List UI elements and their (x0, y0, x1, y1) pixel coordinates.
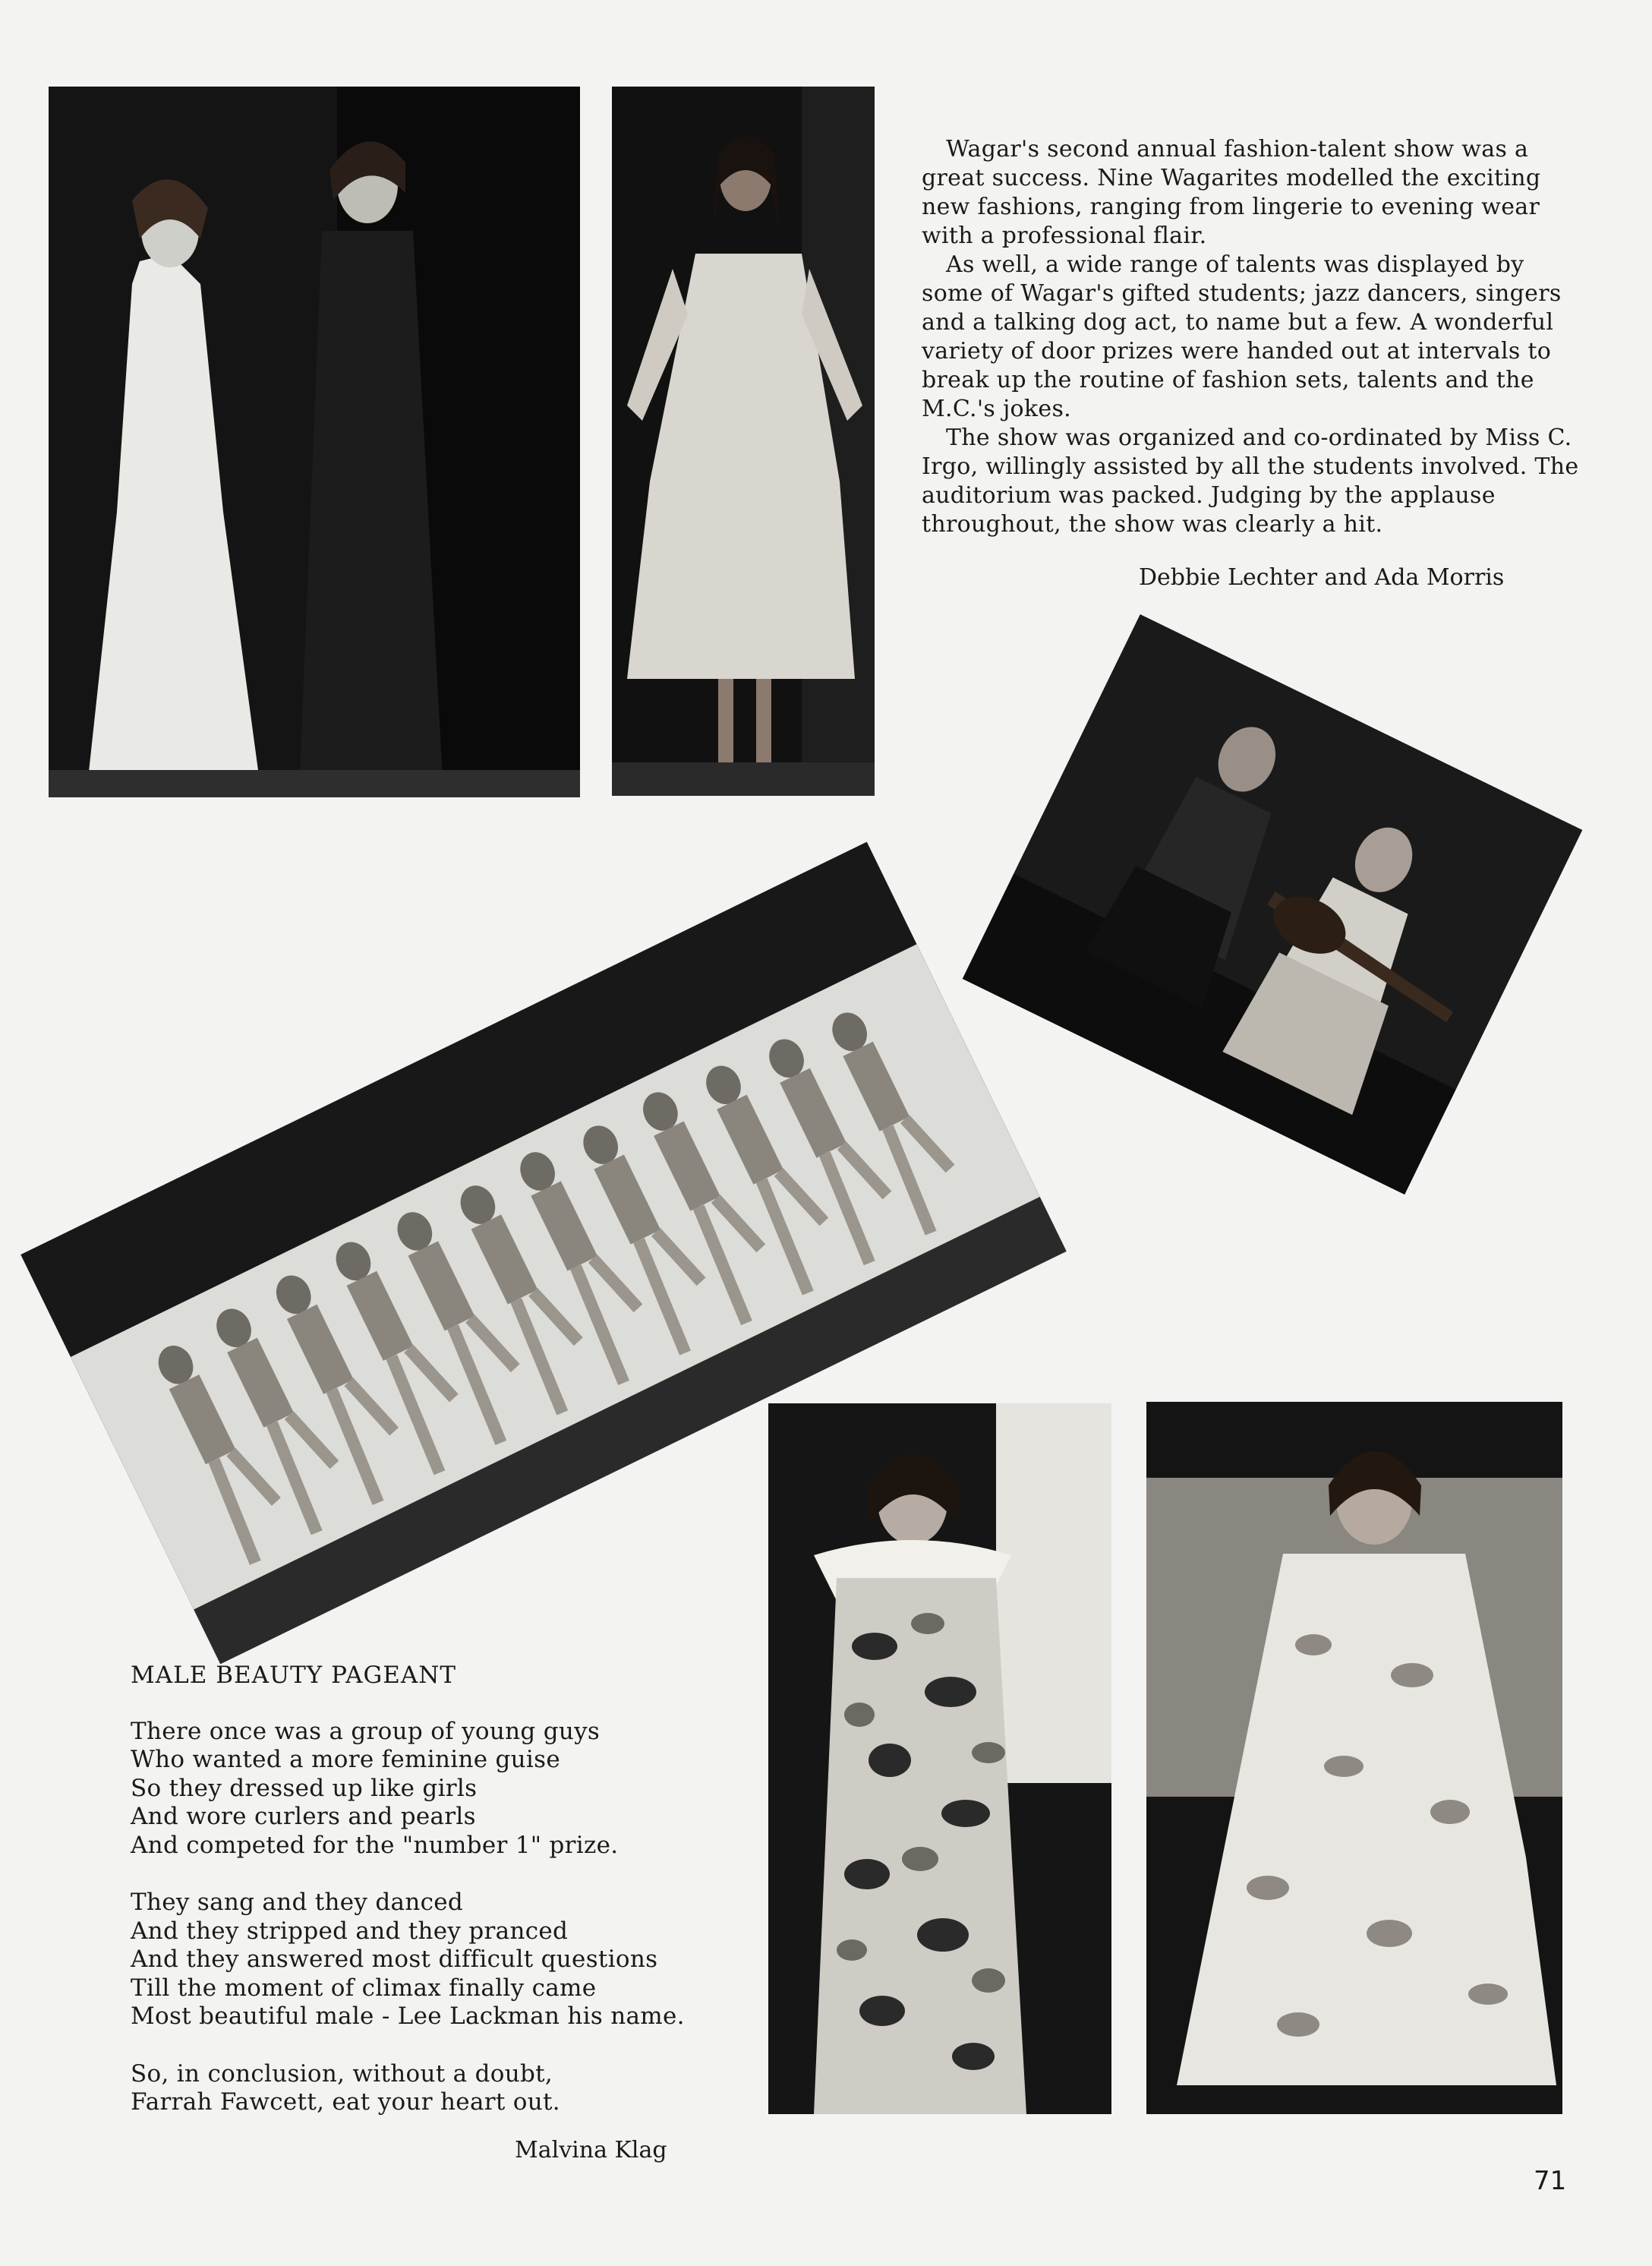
poem-line: And competed for the "number 1" prize. (131, 1831, 619, 1859)
poem-stanza (131, 1718, 783, 1860)
poem-line: They sang and they danced (131, 1889, 464, 1916)
poem-line: And they answered most difficult questions (131, 1946, 658, 1973)
photo-pageant-contestant-2 (1146, 1402, 1562, 2114)
poem-line: So, in conclusion, without a doubt, (131, 2059, 553, 2088)
poem-stanza (131, 2060, 783, 2117)
poem (131, 1662, 783, 2146)
poem-line: Till the moment of climax finally came (131, 1974, 597, 2002)
article-paragraph: Wagar's second annual fashion-talent show was a great success. Nine Wagarites modelled the exciting new fashions, ranging from lingerie to evening wear with a professional flair. (922, 136, 1541, 249)
article-paragraph: The show was organized and co-ordinated by Miss C. Irgo, willingly assisted by all the students involved. The auditorium was packed. Judging by the applause throughout, the show was clearly a hit. (922, 424, 1579, 538)
photo-couple-on-stage (49, 87, 580, 797)
poem-line: Farrah Fawcett, eat your heart out. (131, 2088, 560, 2116)
poem-title: MALE BEAUTY PAGEANT (131, 1662, 457, 1689)
page-number: 71 (1534, 2166, 1567, 2196)
poem-line: And they stripped and they pranced (131, 1917, 569, 1945)
photo-pageant-contestant-1 (768, 1403, 1111, 2114)
poem-stanza (131, 1889, 783, 2031)
poem-line: There once was a group of young guys (131, 1717, 601, 1745)
photo-model-lace-dress (612, 87, 875, 796)
poem-line: And wore curlers and pearls (131, 1803, 476, 1830)
article-byline: Debbie Lechter and Ada Morris (1139, 564, 1505, 591)
poem-line: So they dressed up like girls (131, 1774, 478, 1802)
article-paragraph: As well, a wide range of talents was displayed by some of Wagar's gifted students; jazz dancers, singers and a talking dog act, to name but a few. A wonderful variety of door prizes were handed out at intervals to break up the routine of fashion sets, talents and the M.C.'s jokes. (922, 251, 1562, 422)
poem-line: Most beautiful male - Lee Lackman his name. (131, 2002, 685, 2030)
poem-line: Who wanted a more feminine guise (131, 1746, 560, 1773)
photo-guitar-duo (963, 614, 1583, 1195)
poem-author: Malvina Klag (515, 2137, 667, 2163)
article-text (922, 135, 1590, 539)
